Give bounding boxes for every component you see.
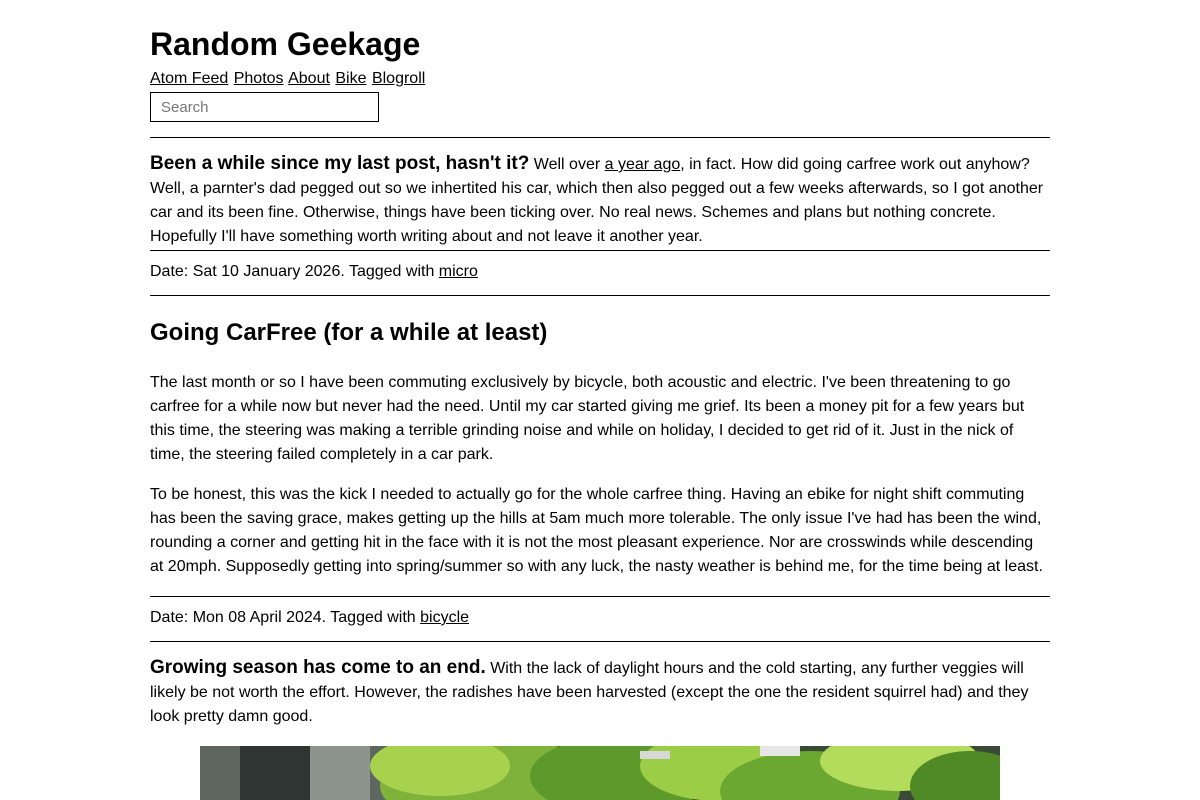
micro-post-text-start: Well over	[529, 156, 605, 173]
main-nav	[150, 69, 426, 89]
micro-post-title: Been a while since my last post, hasn't it?	[150, 153, 530, 174]
nav-link-about[interactable]: About	[288, 70, 330, 87]
post-meta-divider	[150, 250, 1050, 251]
post-date: Date: Mon 08 April 2024. Tagged with	[150, 609, 421, 626]
post-meta	[150, 608, 1050, 628]
site-title: Random Geekage	[150, 26, 421, 62]
post-paragraph: To be honest, this was the kick I needed to actually go for the whole carfree thing. Having an ebike for night shift commuting has been the saving grace, makes getting up the hills at 5am much more tolerable. The only issue I've had has been the wind, rounding a corner and getting hit in the face with it is not the most pleasant experience. Nor are crosswinds while descending at 20mph. Supposedly getting into spring/summer so with any luck, the nasty weather is behind me, for the time being at least.	[150, 486, 1043, 575]
radish-photo	[200, 746, 1000, 800]
tag-link-micro[interactable]: micro	[438, 263, 478, 280]
micro-post-body	[150, 152, 1050, 249]
post-meta-divider	[150, 596, 1050, 597]
micro-post-body	[150, 656, 1050, 729]
post-date: Date: Sat 10 January 2026. Tagged with	[150, 263, 439, 280]
micro-post-text: With the lack of daylight hours and the cold starting, any further veggies will likely be not worth the effort. However, the radishes have been harvested (except the one the resident squirrel had) and they look pretty damn good.	[150, 660, 1029, 725]
post-paragraph: The last month or so I have been commuting exclusively by bicycle, both acoustic and electric. I've been threatening to go carfree for a while now but never had the need. Until my car started giving me grief. Its been a money pit for a few years but this time, the steering was making a terrible grinding noise and while on holiday, I decided to get rid of it. Just in the nick of time, the steering failed completely in a car park.	[150, 374, 1025, 463]
post-title[interactable]: Going CarFree (for a while at least)	[150, 319, 548, 346]
nav-link-photos[interactable]: Photos	[233, 70, 284, 87]
micro-post-text-end: , in fact. How did going carfree work out anyhow? Well, a parnter's dad pegged out so we inhertited his car, which then also pegged out a few weeks afterwards, so I got another car and its been fine. Otherwise, things have been ticking over. No real news. Schemes and plans but nothing concrete. Hopefully I'll have something worth writing about and not leave it another year.	[150, 156, 1044, 245]
tag-link-bicycle[interactable]: bicycle	[420, 609, 470, 626]
search-input[interactable]	[150, 92, 379, 122]
nav-link-blogroll[interactable]: Blogroll	[371, 70, 426, 87]
nav-link-bike[interactable]: Bike	[335, 70, 367, 87]
post-divider	[150, 641, 1050, 642]
header-divider	[150, 137, 1050, 138]
micro-post-title: Growing season has come to an end.	[150, 657, 486, 678]
nav-link-atom-feed[interactable]: Atom Feed	[150, 70, 229, 87]
post-divider	[150, 295, 1050, 296]
post-meta	[150, 262, 1050, 282]
previous-post-link[interactable]: a year ago	[604, 156, 681, 173]
